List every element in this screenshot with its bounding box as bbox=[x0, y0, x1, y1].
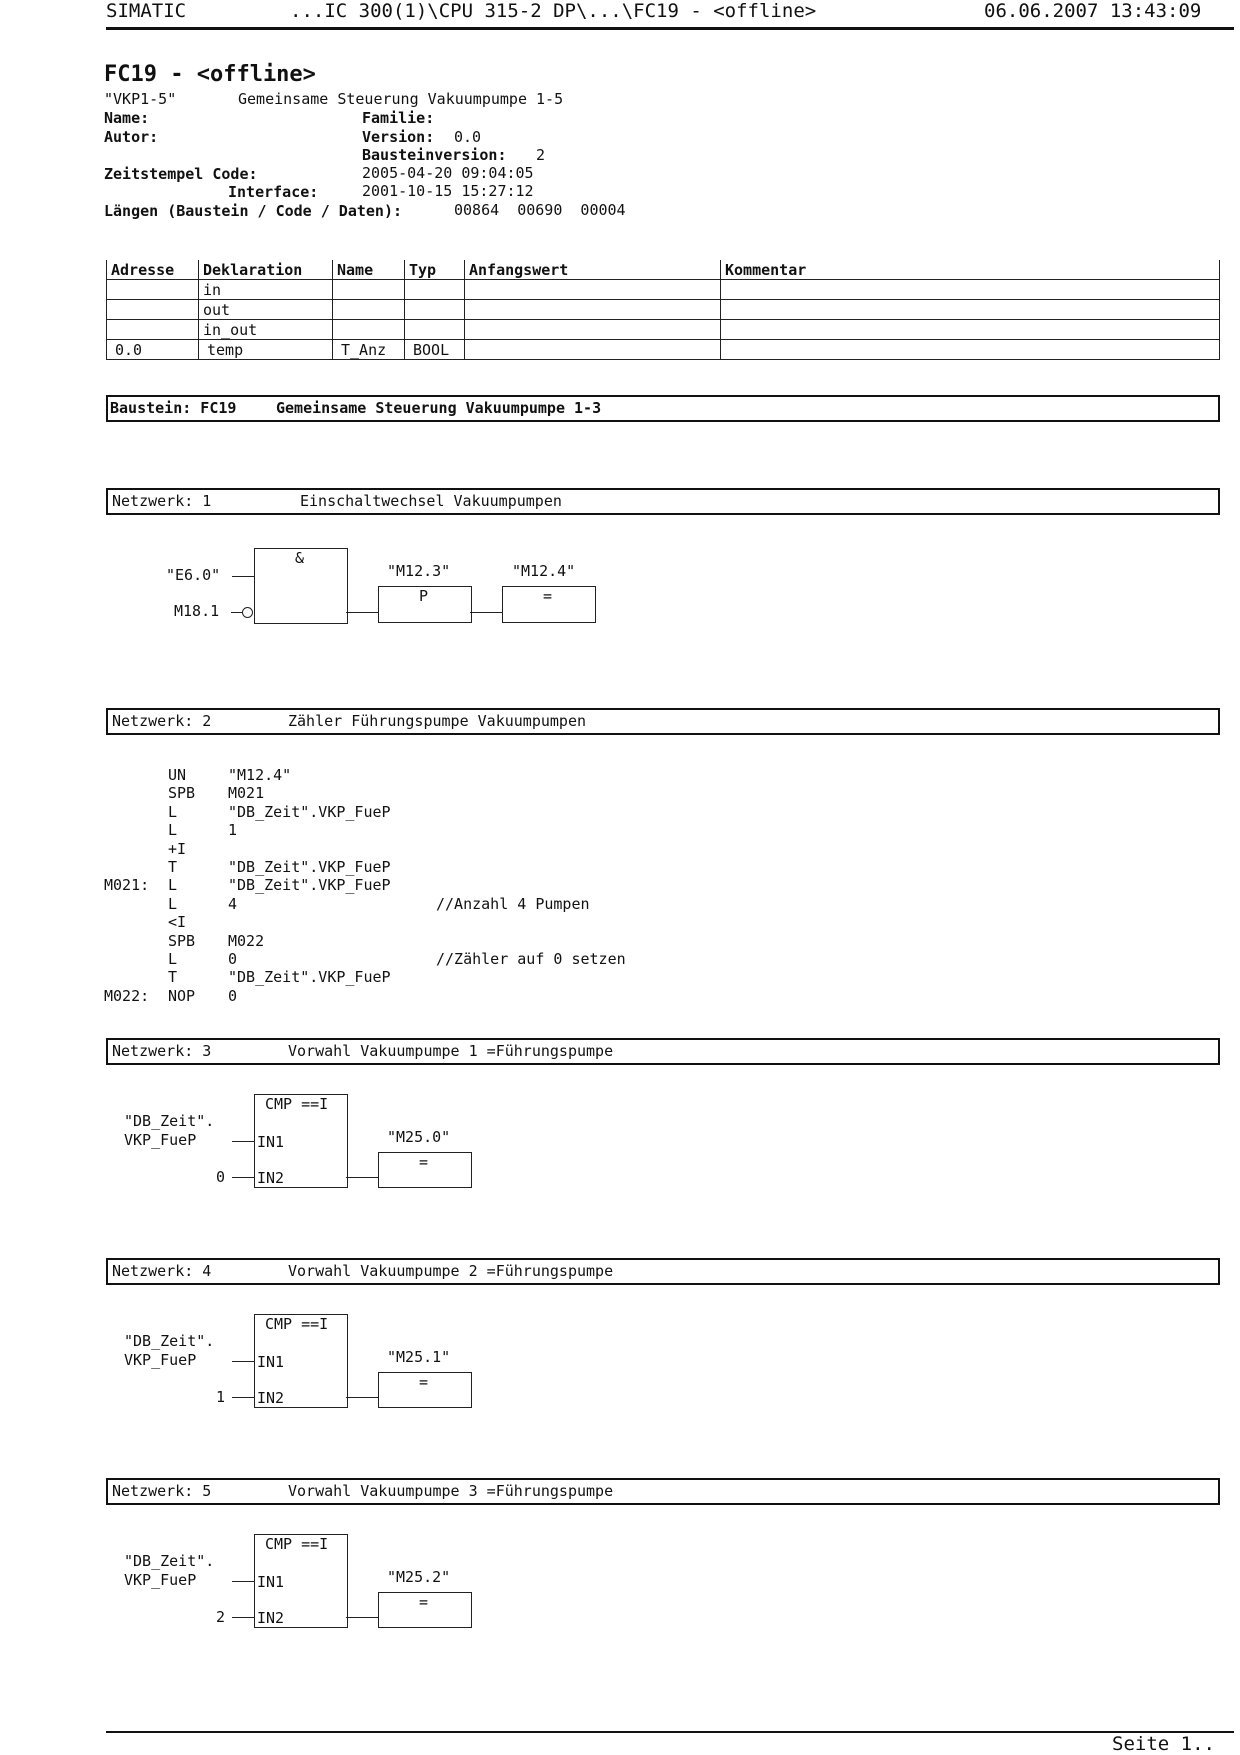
network-1-header bbox=[106, 488, 1220, 515]
cell-address bbox=[107, 280, 199, 300]
lengths-value: 00864 00690 00004 bbox=[454, 201, 626, 219]
wire bbox=[346, 1617, 378, 1618]
stl-label: M021: bbox=[104, 876, 150, 895]
stl-operand: "DB_Zeit".VKP_FueP bbox=[228, 802, 391, 821]
coil-operand: "M25.1" bbox=[387, 1348, 451, 1366]
name-label: Name: bbox=[104, 109, 150, 127]
baustein-label: Baustein: FC19 bbox=[110, 399, 237, 417]
input-e6-0: "E6.0" bbox=[166, 566, 221, 584]
wire bbox=[346, 1177, 378, 1178]
stl-operation: NOP bbox=[168, 986, 196, 1005]
cell-comment bbox=[721, 280, 1220, 300]
cmp-block bbox=[254, 1314, 348, 1408]
cmp-pin-in2: IN2 bbox=[257, 1389, 285, 1407]
stl-operation: +I bbox=[168, 839, 187, 858]
network-3-label: Netzwerk: 3 bbox=[112, 1042, 212, 1060]
col-header-type: Typ bbox=[405, 260, 465, 280]
col-header-name: Name bbox=[333, 260, 405, 280]
coil-label: = bbox=[419, 1153, 429, 1171]
wire bbox=[232, 576, 254, 577]
network-3-title: Vorwahl Vakuumpumpe 1 =Führungspumpe bbox=[288, 1042, 614, 1060]
cmp-pin-in1: IN1 bbox=[257, 1353, 285, 1371]
cell-type bbox=[405, 300, 465, 320]
network-2-title: Zähler Führungspumpe Vakuumpumpen bbox=[288, 712, 587, 730]
timestamp-code: 2005-04-20 09:04:05 bbox=[362, 164, 534, 182]
stl-operand: 0 bbox=[228, 986, 238, 1005]
negation-circle bbox=[242, 607, 253, 618]
cmp-block bbox=[254, 1094, 348, 1188]
stl-label: M022: bbox=[104, 986, 150, 1005]
stl-operand: "DB_Zeit".VKP_FueP bbox=[228, 858, 391, 876]
stl-operand: 0 bbox=[228, 950, 238, 968]
wire bbox=[232, 1177, 254, 1178]
block-symbol: "VKP1-5" bbox=[104, 90, 177, 108]
block-version-value: 2 bbox=[536, 146, 546, 164]
cmp-label: CMP ==I bbox=[265, 1095, 329, 1113]
stl-operation: L bbox=[168, 821, 178, 840]
cell-initial-value bbox=[465, 280, 721, 300]
col-header-declaration: Deklaration bbox=[199, 260, 333, 280]
header-datetime: 06.06.2007 13:43:09 bbox=[984, 0, 1202, 22]
cell-comment bbox=[721, 300, 1220, 320]
and-label: & bbox=[295, 549, 305, 567]
cmp-input2-value: 2 bbox=[216, 1608, 226, 1626]
cell-comment bbox=[721, 340, 1220, 360]
cell-declaration: in bbox=[199, 280, 333, 300]
wire bbox=[346, 1397, 378, 1398]
cell-comment bbox=[721, 320, 1220, 340]
input-m18-1: M18.1 bbox=[174, 602, 220, 620]
block-title: FC19 - <offline> bbox=[104, 62, 316, 87]
stl-operation: L bbox=[168, 876, 178, 895]
stl-operation: SPB bbox=[168, 931, 196, 950]
table-row bbox=[107, 300, 1220, 320]
version-label: Version: bbox=[362, 128, 435, 146]
cmp-input2-value: 1 bbox=[216, 1388, 226, 1406]
stl-operand: 4 bbox=[228, 894, 238, 913]
network-4-label: Netzwerk: 4 bbox=[112, 1262, 212, 1280]
stl-operand: M022 bbox=[228, 931, 265, 950]
stl-operation: UN bbox=[168, 766, 187, 784]
network-2-label: Netzwerk: 2 bbox=[112, 712, 212, 730]
cell-name bbox=[333, 320, 405, 340]
cmp-input2-value: 0 bbox=[216, 1168, 226, 1186]
cell-initial-value bbox=[465, 300, 721, 320]
stl-comment: //Anzahl 4 Pumpen bbox=[436, 894, 590, 913]
header-path: ...IC 300(1)\CPU 315-2 DP\...\FC19 - <offline> bbox=[290, 0, 817, 22]
wire bbox=[232, 1361, 254, 1362]
cmp-input1-operand: "DB_Zeit". VKP_FueP bbox=[124, 1332, 215, 1369]
coil-block bbox=[378, 1152, 472, 1188]
coil-block bbox=[378, 1372, 472, 1408]
wire bbox=[232, 1397, 254, 1398]
p-edge-block bbox=[378, 586, 472, 623]
block-description: Gemeinsame Steuerung Vakuumpumpe 1-5 bbox=[238, 90, 564, 108]
network-5-title: Vorwahl Vakuumpumpe 3 =Führungspumpe bbox=[288, 1482, 614, 1500]
network-5-header bbox=[106, 1478, 1220, 1505]
cell-type: BOOL bbox=[405, 340, 465, 360]
col-header-initial-value: Anfangswert bbox=[465, 260, 721, 280]
footer-rule bbox=[106, 1731, 1234, 1733]
stl-comment: //Zähler auf 0 setzen bbox=[436, 950, 626, 968]
cmp-pin-in2: IN2 bbox=[257, 1609, 285, 1627]
cmp-block bbox=[254, 1534, 348, 1628]
family-label: Familie: bbox=[362, 109, 435, 127]
cmp-pin-in1: IN1 bbox=[257, 1133, 285, 1151]
stl-operation: L bbox=[168, 950, 178, 968]
stl-operand: "M12.4" bbox=[228, 766, 292, 784]
p-label: P bbox=[419, 587, 429, 605]
network-4-title: Vorwahl Vakuumpumpe 2 =Führungspumpe bbox=[288, 1262, 614, 1280]
table-row bbox=[107, 340, 1220, 360]
coil-operand: "M25.0" bbox=[387, 1128, 451, 1146]
lengths-label: Längen (Baustein / Code / Daten): bbox=[104, 202, 403, 220]
wire bbox=[232, 1141, 254, 1142]
stl-operation: L bbox=[168, 802, 178, 821]
coil-label: = bbox=[419, 1373, 429, 1391]
stl-operation: <I bbox=[168, 913, 187, 932]
stl-operand: 1 bbox=[228, 821, 238, 840]
cell-type bbox=[405, 280, 465, 300]
coil-block bbox=[378, 1592, 472, 1628]
wire bbox=[470, 612, 502, 613]
interface-label: Interface: bbox=[228, 183, 319, 201]
author-label: Autor: bbox=[104, 128, 159, 146]
network-1-label: Netzwerk: 1 bbox=[112, 492, 212, 510]
cmp-pin-in1: IN1 bbox=[257, 1573, 285, 1591]
coil-label: = bbox=[543, 587, 553, 605]
network-5-label: Netzwerk: 5 bbox=[112, 1482, 212, 1500]
cmp-label: CMP ==I bbox=[265, 1535, 329, 1553]
table-row bbox=[107, 280, 1220, 300]
col-header-comment: Kommentar bbox=[721, 260, 1220, 280]
timestamp-label: Zeitstempel Code: bbox=[104, 165, 258, 183]
stl-operation: SPB bbox=[168, 784, 196, 803]
cell-name bbox=[333, 280, 405, 300]
network-4-header bbox=[106, 1258, 1220, 1285]
wire bbox=[232, 1581, 254, 1582]
cell-declaration: out bbox=[199, 300, 333, 320]
cell-address bbox=[107, 320, 199, 340]
stl-operand: M021 bbox=[228, 784, 265, 803]
stl-operand: "DB_Zeit".VKP_FueP bbox=[228, 876, 391, 895]
stl-operation: L bbox=[168, 894, 178, 913]
col-header-address: Adresse bbox=[107, 260, 199, 280]
declaration-table bbox=[106, 260, 1220, 360]
baustein-box bbox=[106, 395, 1220, 422]
version-value: 0.0 bbox=[454, 128, 482, 146]
page-number: Seite 1.. bbox=[1112, 1733, 1215, 1755]
cell-address bbox=[107, 300, 199, 320]
network-1-title: Einschaltwechsel Vakuumpumpen bbox=[300, 492, 562, 510]
cell-initial-value bbox=[465, 340, 721, 360]
network-3-header bbox=[106, 1038, 1220, 1065]
coil-label: = bbox=[419, 1593, 429, 1611]
table-row bbox=[107, 320, 1220, 340]
stl-operand: "DB_Zeit".VKP_FueP bbox=[228, 968, 391, 987]
cell-name bbox=[333, 300, 405, 320]
baustein-title: Gemeinsame Steuerung Vakuumpumpe 1-3 bbox=[276, 399, 602, 417]
cmp-input1-operand: "DB_Zeit". VKP_FueP bbox=[124, 1112, 215, 1149]
cmp-pin-in2: IN2 bbox=[257, 1169, 285, 1187]
cell-declaration: in_out bbox=[199, 320, 333, 340]
coil-operand: "M12.4" bbox=[512, 562, 576, 580]
header-rule bbox=[106, 27, 1234, 30]
cmp-label: CMP ==I bbox=[265, 1315, 329, 1333]
timestamp-interface: 2001-10-15 15:27:12 bbox=[362, 182, 534, 200]
cell-name: T_Anz bbox=[333, 340, 405, 360]
stl-operation: T bbox=[168, 858, 178, 876]
network-2-header bbox=[106, 708, 1220, 735]
block-version-label: Bausteinversion: bbox=[362, 146, 507, 164]
cell-declaration: temp bbox=[199, 340, 333, 360]
wire bbox=[346, 612, 378, 613]
stl-operation: T bbox=[168, 968, 178, 987]
cmp-input1-operand: "DB_Zeit". VKP_FueP bbox=[124, 1552, 215, 1589]
stl-listing bbox=[0, 766, 1240, 1006]
cell-type bbox=[405, 320, 465, 340]
cell-address: 0.0 bbox=[107, 340, 199, 360]
coil-operand: "M25.2" bbox=[387, 1568, 451, 1586]
cell-initial-value bbox=[465, 320, 721, 340]
coil-block bbox=[502, 586, 596, 623]
p-operand: "M12.3" bbox=[387, 562, 451, 580]
wire bbox=[232, 1617, 254, 1618]
header-app-name: SIMATIC bbox=[106, 0, 187, 22]
and-block bbox=[254, 548, 348, 624]
